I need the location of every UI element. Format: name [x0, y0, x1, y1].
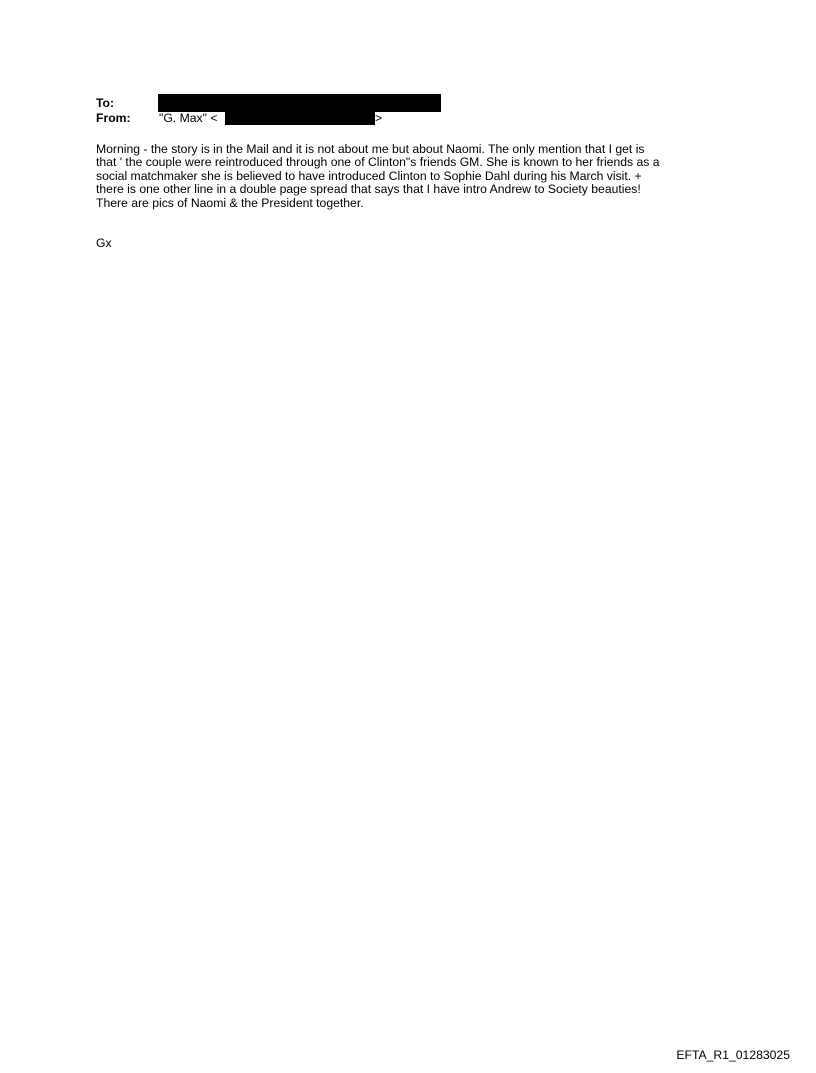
to-label: To:	[96, 96, 115, 110]
from-row	[96, 111, 716, 126]
body-line: there is one other line in a double page spread that says that I have intro Andrew to Society beauties!	[96, 182, 641, 197]
body-line: social matchmaker she is believed to have introduced Clinton to Sophie Dahl during his March visit. +	[96, 168, 642, 183]
redaction-box-from	[225, 111, 375, 125]
body-line: that ' the couple were reintroduced through one of Clinton"s friends GM. She is known to her friends as a	[96, 155, 660, 170]
redaction-box-to	[158, 94, 441, 112]
email-signoff: Gx	[96, 236, 112, 250]
email-header	[96, 96, 716, 126]
to-row	[96, 96, 716, 111]
body-line: There are pics of Naomi & the President together.	[96, 195, 364, 210]
from-label: From:	[96, 111, 131, 125]
email-body	[96, 143, 736, 210]
from-value: "G. Max" <	[159, 111, 218, 125]
from-value-suffix: >	[375, 111, 383, 125]
document-id: EFTA_R1_01283025	[676, 1048, 790, 1062]
body-line: Morning - the story is in the Mail and it is not about me but about Naomi. The only mention that I get is	[96, 142, 645, 156]
